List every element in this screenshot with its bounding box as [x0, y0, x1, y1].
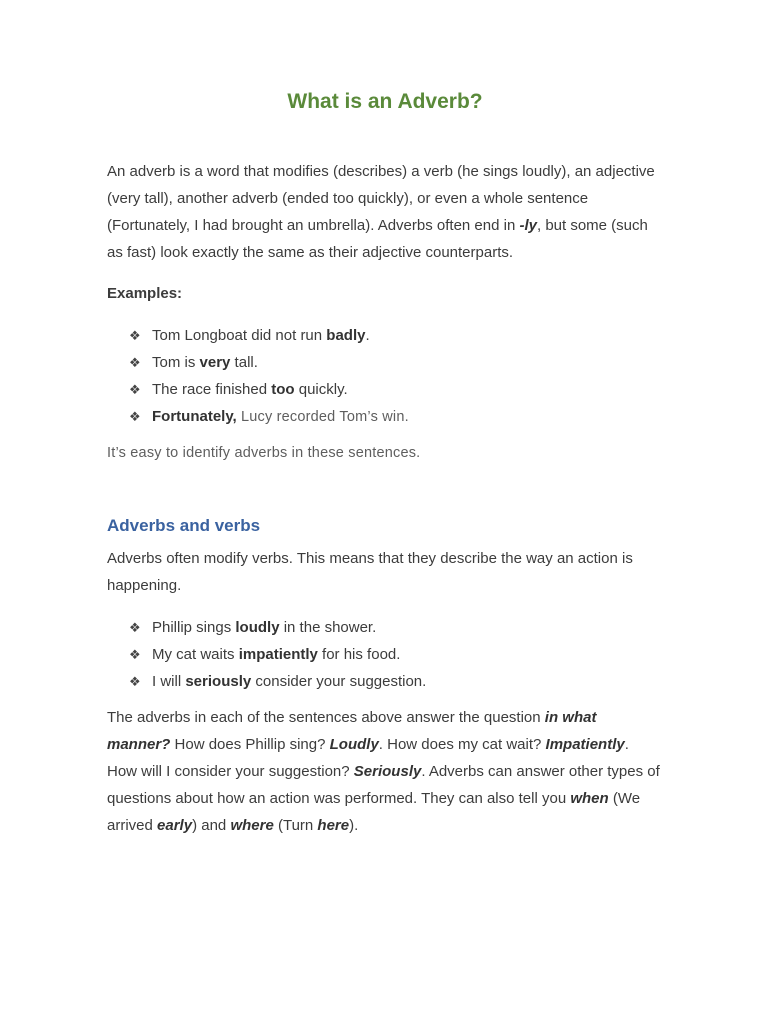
note-text: It’s easy to identify adverbs in these sentences. [107, 445, 421, 461]
diamond-bullet-icon: ❖ [129, 620, 141, 635]
verb-examples-list [129, 614, 426, 695]
diamond-bullet-icon: ❖ [129, 674, 141, 689]
diamond-bullet-icon: ❖ [129, 647, 141, 662]
list-item: ❖ My cat waits impatiently for his food. [129, 641, 426, 668]
intro-suffix-ly: -ly [519, 217, 537, 234]
list-item: ❖ Tom Longboat did not run badly. [129, 322, 409, 349]
diamond-bullet-icon: ❖ [129, 382, 141, 397]
page-title: What is an Adverb? [287, 90, 483, 113]
list-item: ❖ The race finished too quickly. [129, 376, 409, 403]
section-intro: Adverbs often modify verbs. This means that they describe the way an action is happening. [107, 550, 633, 594]
intro-text-3: , but some (such as fast) look exactly the same as their adjective counterparts. [107, 217, 648, 261]
diamond-bullet-icon: ❖ [129, 355, 141, 370]
diamond-bullet-icon: ❖ [129, 409, 141, 424]
section-heading: Adverbs and verbs [107, 516, 261, 535]
list-item: ❖ Tom is very tall. [129, 349, 409, 376]
examples-list [129, 322, 409, 431]
diamond-bullet-icon: ❖ [129, 328, 141, 343]
list-item: ❖ Fortunately, Lucy recorded Tom’s win. [129, 403, 409, 431]
list-item: ❖ I will seriously consider your suggestion. [129, 668, 426, 695]
list-item: ❖ Phillip sings loudly in the shower. [129, 614, 426, 641]
examples-label: Examples: [107, 285, 183, 302]
intro-paragraph [107, 158, 663, 266]
intro-text-1: An adverb is a word that modifies (describes) a verb (he sings loudly), an adjective (very tall), another adverb (ended too quickly), or even a whole sentence (Fortunately, I had brought an umbrella). Adverbs often end in [107, 163, 655, 234]
explanation-paragraph: The adverbs in each of the sentences above answer the question in what manner? How does Phillip sing? Loudly. How does my cat wait? Impatiently. How will I consider your suggestion? Seriously. Adverbs can answer other types of questions about how an action was performed. They can also tell you when (We arrived early) and where (Turn here). [107, 709, 660, 834]
